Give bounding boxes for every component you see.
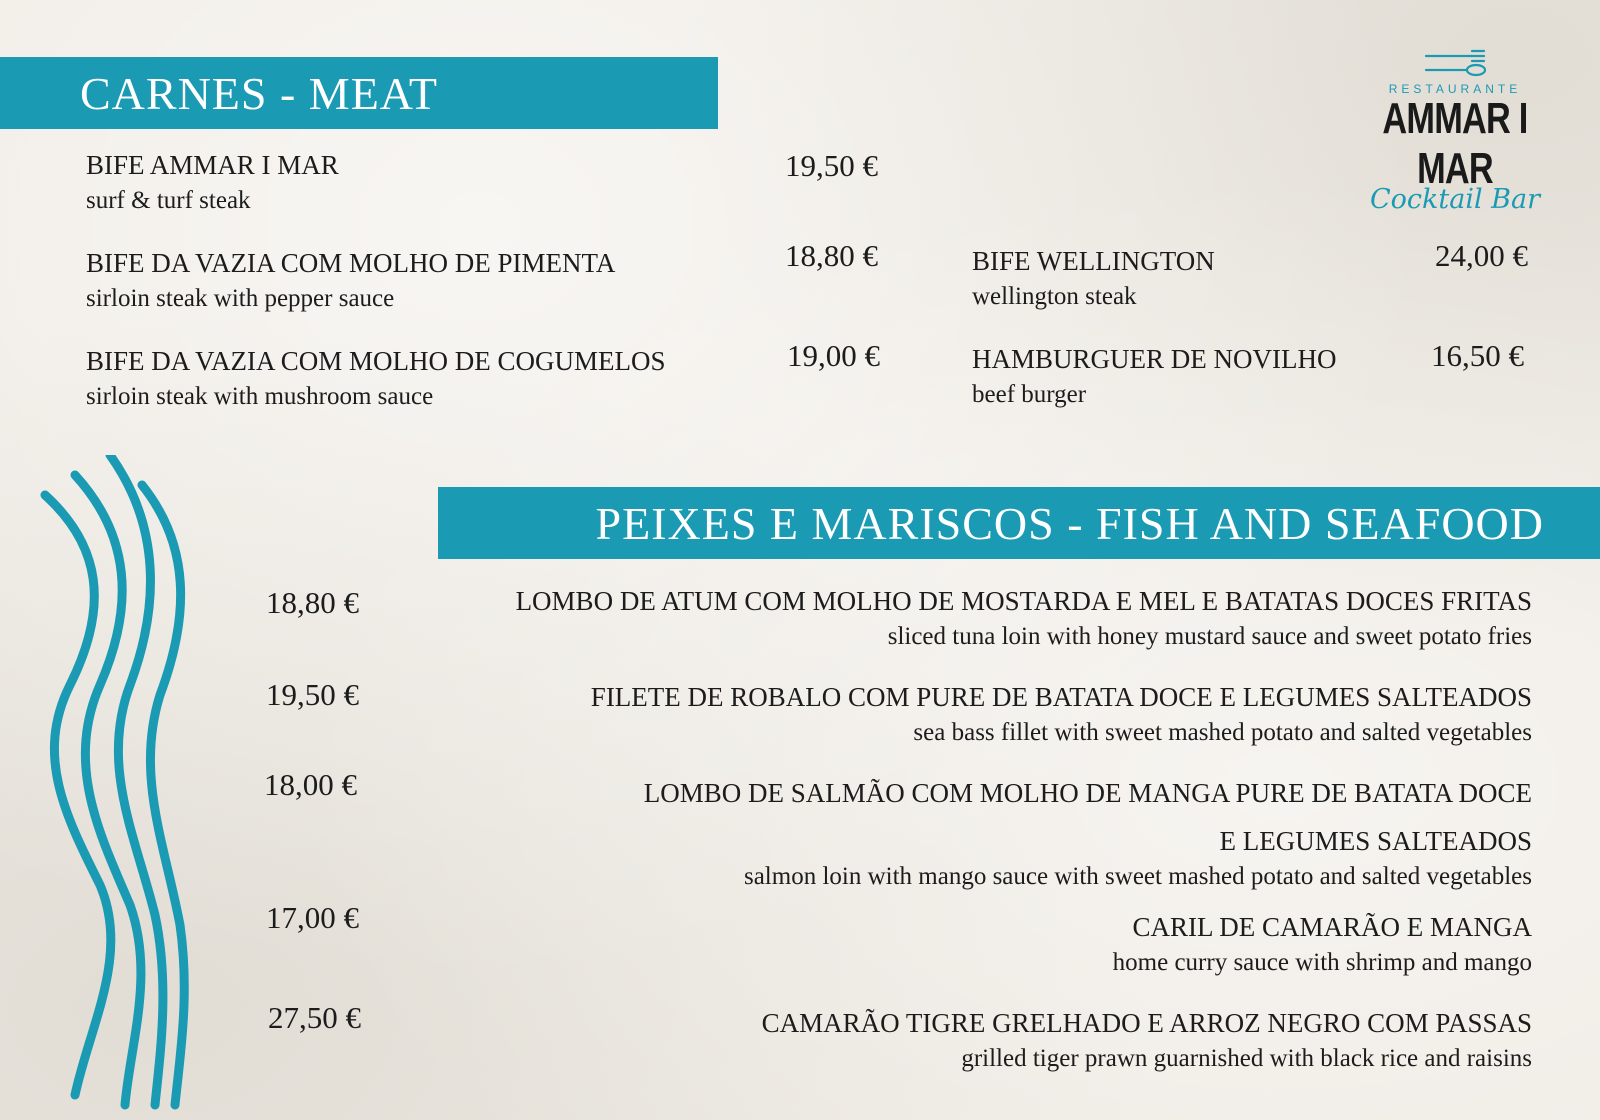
meat-item [86, 344, 666, 414]
item-price: 18,80 € [266, 585, 359, 620]
logo-name: AMMAR I MAR [1382, 94, 1528, 193]
item-desc: salmon loin with mango sauce with sweet mashed potato and salted vegetables [743, 863, 1532, 890]
item-price: 19,50 € [266, 677, 359, 712]
fish-item [762, 1006, 1532, 1076]
restaurant-logo [1340, 48, 1570, 215]
item-name: CAMARÃO TIGRE GRELHADO E ARROZ NEGRO COM PASSAS [761, 1008, 1532, 1038]
item-name-line2: E LEGUMES SALTEADOS [1219, 826, 1532, 856]
wave-decoration [30, 455, 200, 1115]
meat-item [86, 148, 339, 218]
item-name: FILETE DE ROBALO COM PURE DE BATATA DOCE E LEGUMES SALTEADOS [590, 682, 1532, 712]
item-desc: sliced tuna loin with honey mustard sauce and sweet potato fries [887, 623, 1532, 650]
fish-item [516, 584, 1532, 654]
item-name: BIFE DA VAZIA COM MOLHO DE PIMENTA [86, 248, 616, 278]
fish-item [644, 776, 1532, 894]
item-desc: grilled tiger prawn guarnished with black rice and raisins [961, 1045, 1532, 1072]
item-price: 16,50 € [1431, 338, 1524, 373]
item-price: 18,00 € [264, 767, 357, 802]
item-price: 19,50 € [785, 148, 878, 183]
item-desc: sea bass fillet with sweet mashed potato and salted vegetables [913, 719, 1532, 746]
logo-top-text: RESTAURANTE [1388, 82, 1522, 96]
meat-section-title: CARNES - MEAT [0, 57, 718, 129]
item-name: BIFE WELLINGTON [972, 246, 1215, 276]
fish-section-title: PEIXES E MARISCOS - FISH AND SEAFOOD [438, 487, 1600, 559]
item-name: HAMBURGUER DE NOVILHO [972, 344, 1337, 374]
item-price: 18,80 € [785, 238, 878, 273]
item-name: BIFE DA VAZIA COM MOLHO DE COGUMELOS [86, 346, 666, 376]
item-name: LOMBO DE ATUM COM MOLHO DE MOSTARDA E MEL E BATATAS DOCES FRITAS [515, 586, 1532, 616]
item-name: CARIL DE CAMARÃO E MANGA [1132, 912, 1532, 942]
item-desc: wellington steak [972, 283, 1137, 310]
item-name: BIFE AMMAR I MAR [86, 150, 339, 180]
item-price: 27,50 € [268, 1000, 361, 1035]
item-price: 19,00 € [787, 338, 880, 373]
fish-item [591, 680, 1532, 750]
meat-item [972, 342, 1337, 412]
item-desc: home curry sauce with shrimp and mango [1112, 949, 1532, 976]
item-desc: surf & turf steak [86, 187, 251, 214]
item-desc: sirloin steak with pepper sauce [86, 285, 395, 312]
item-price: 17,00 € [266, 900, 359, 935]
fork-spoon-icon [1420, 48, 1490, 80]
item-name: LOMBO DE SALMÃO COM MOLHO DE MANGA PURE DE BATATA DOCE [643, 778, 1532, 808]
logo-script: Cocktail Bar [1369, 184, 1541, 215]
item-desc: beef burger [972, 381, 1087, 408]
meat-item [86, 246, 615, 316]
item-desc: sirloin steak with mushroom sauce [86, 383, 434, 410]
meat-item [972, 244, 1215, 314]
item-price: 24,00 € [1435, 238, 1528, 273]
fish-item [1113, 910, 1532, 980]
